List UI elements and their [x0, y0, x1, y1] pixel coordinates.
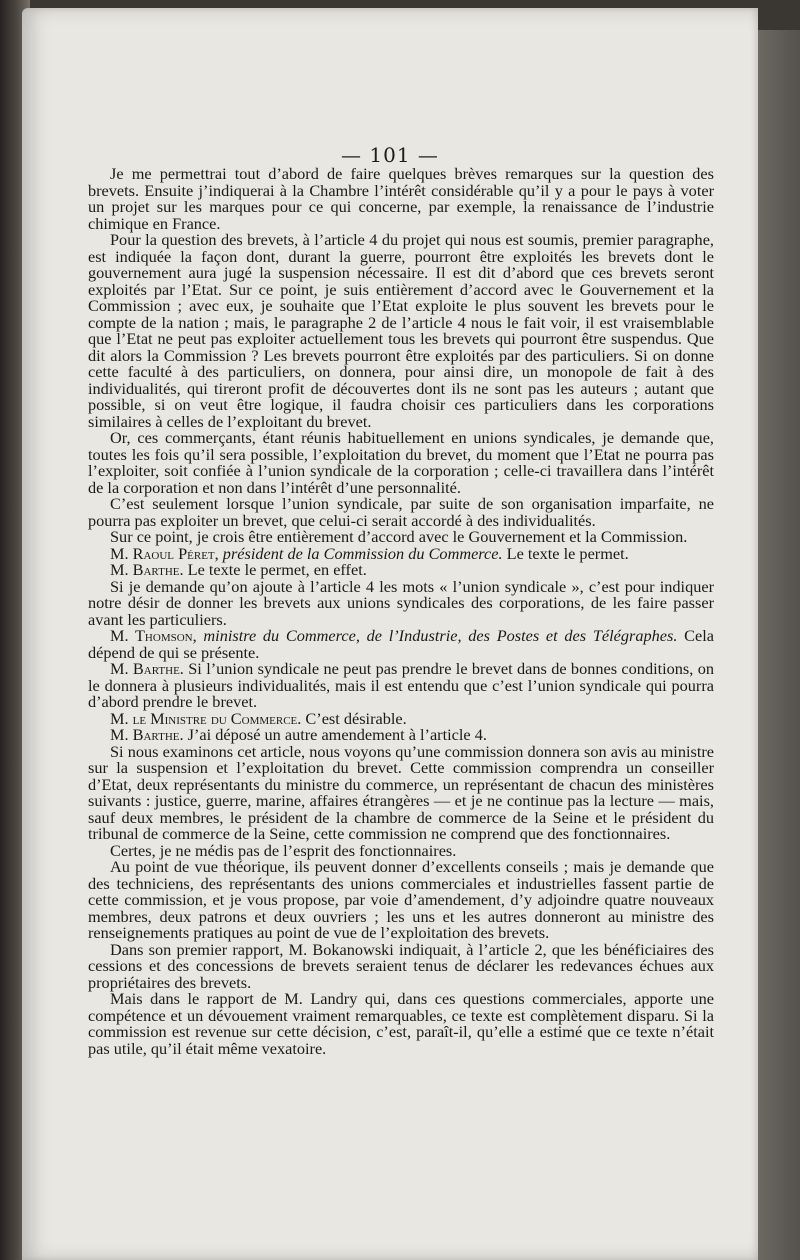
speaker-name: M. Barthe.: [110, 560, 184, 579]
speech-paragraph: M. Barthe. J’ai déposé un autre amendement à l’article 4.: [110, 725, 487, 744]
speaker-name: M. le Ministre du Commerce.: [110, 708, 302, 728]
speech-paragraph: M. Barthe. Le texte le permet, en effet.: [110, 560, 367, 579]
paragraph: Sur ce point, je crois être entièrement d’accord avec le Gouvernement et la Commission.: [110, 527, 688, 546]
speaker-role: président de la Commission du Commerce.: [222, 543, 503, 563]
speech-paragraph: M. Barthe. Si l’union syndicale ne peut pas prendre le brevet dans de bonnes conditions, on le donnera à plusieurs individualités, mais il est entendu que c’est l’union syndicale qui pourra d’abord prendre le brevet.: [88, 659, 714, 711]
speech-paragraph: M. Raoul Péret, président de la Commission du Commerce. Le texte le permet.: [110, 543, 629, 563]
paragraph: C’est seulement lorsque l’union syndicale, par suite de son organisation imparfaite, ne pourra pas exploiter un brevet, que celui-ci serait accordé à des individualités.: [88, 494, 714, 530]
paragraph: Dans son premier rapport, M. Bokanowski indiquait, à l’article 2, que les bénéficiaires des cessions et des concessions de brevets seraient tenus de déclarer les redevances échues aux propriétaires des brevets.: [88, 939, 714, 992]
paragraph: Mais dans le rapport de M. Landry qui, dans ces questions commerciales, apporte une compétence et un dévouement vraiment remarquables, ce texte est complètement disparu. Si la commission est revenue sur cette décision, c’est, paraît-il, qu’elle a estimé que ce texte n’était pas utile, qu’il était même vexatoire.: [88, 989, 714, 1058]
paragraph: Je me permettrai tout d’abord de faire quelques brèves remarques sur la question des brevets. Ensuite j’indiquerai à la Chambre l’intérêt considérable qu’il y a pour le pays à voter un projet sur les marques pour ce qui concerne, par exemple, la renaissance de l’industrie chimique en France.: [88, 164, 714, 233]
speech-paragraph: M. Thomson, ministre du Commerce, de l’Industrie, des Postes et des Télégraphes. Cela dépend de qui se présente.: [88, 626, 714, 662]
document-page: [22, 8, 758, 1260]
paragraph: Certes, je ne médis pas de l’esprit des fonctionnaires.: [110, 840, 457, 860]
body-text: [88, 166, 714, 1057]
paragraph: Or, ces commerçants, étant réunis habituellement en unions syndicales, je demande que, toutes les fois qu’il sera possible, l’exploitation du brevet, du moment que l’Etat ne pourra pas l’exploiter, soit confiée à l’union syndicale de la corporation ; celle-ci travaillera dans l’intérêt de la corporation et non dans l’intérêt d’une personnalité.: [88, 428, 714, 497]
speaker-name: M. Barthe.: [110, 725, 184, 744]
speech-paragraph: M. le Ministre du Commerce. C’est désirable.: [110, 708, 407, 728]
speaker-role: ministre du Commerce, de l’Industrie, des Postes et des Télégraphes.: [203, 626, 678, 645]
paragraph: Si nous examinons cet article, nous voyons qu’une commission donnera son avis au ministre sur la suspension et l’exploitation du brevet. Cette commission comprendra un conseiller d’Etat, deux représentants du ministre du commerce, un représentant de chacun des ministères suivants : justice, guerre, marine, affaires étrangères — et je ne continue pas la lecture — mais, sauf deux membres, le président de la chambre de commerce de la Seine et le président du tribunal de commerce de la Seine, cette commission ne comprend que des fonctionnaires.: [88, 741, 714, 843]
adjacent-page-edge: [756, 30, 800, 1260]
speaker-name: M. Barthe.: [110, 659, 184, 678]
speaker-name: M. Raoul Péret,: [110, 543, 219, 563]
paragraph: Pour la question des brevets, à l’article 4 du projet qui nous est soumis, premier paragraphe, est indiquée la façon dont, durant la guerre, pourront être exploités les brevets dont le gouvernement aura jugé la suspension nécessaire. Il est dit d’abord que ces brevets seront exploités par l’Etat. Sur ce point, je suis entièrement d’accord avec le Gouvernement et la Commission ; avec eux, je souhaite que l’Etat exploite le plus souvent les brevets pour le compte de la nation ; mais, le paragraphe 2 de l’article 4 nous le fait voir, il est vraisemblable que l’Etat ne peut pas exploiter actuellement tous les brevets qui pourront être suspendus. Que dit alors la Commission ? Les brevets pourront être exploités par des particuliers. Si on donne cette faculté à des particuliers, on donnera, pour ainsi dire, un monopole de fait à des individualités, qui tireront profit de découvertes dont ils ne sont pas les auteurs ; autant que possible, si on veut être logique, il faudra choisir ces particuliers dans les corporations similaires à celles de l’exploitant du brevet.: [88, 230, 714, 431]
paragraph: Au point de vue théorique, ils peuvent donner d’excellents conseils ; mais je demande que des techniciens, des représentants des unions commerciales et industrielles fassent partie de cette commission, et je vous propose, par voie d’amendement, d’y adjoindre quatre nouveaux membres, deux patrons et deux ouvriers ; les uns et les autres donneront au ministre des renseignements pratiques au point de vue de l’exploitation des brevets.: [88, 857, 714, 942]
speaker-name: M. Thomson,: [110, 626, 197, 645]
page-number: — 101 —: [341, 143, 439, 167]
paragraph: Si je demande qu’on ajoute à l’article 4 les mots « l’union syndicale », c’est pour indiquer notre désir de donner les brevets aux unions syndicales des corporations, de les faire passer avant les particuliers.: [88, 576, 714, 629]
